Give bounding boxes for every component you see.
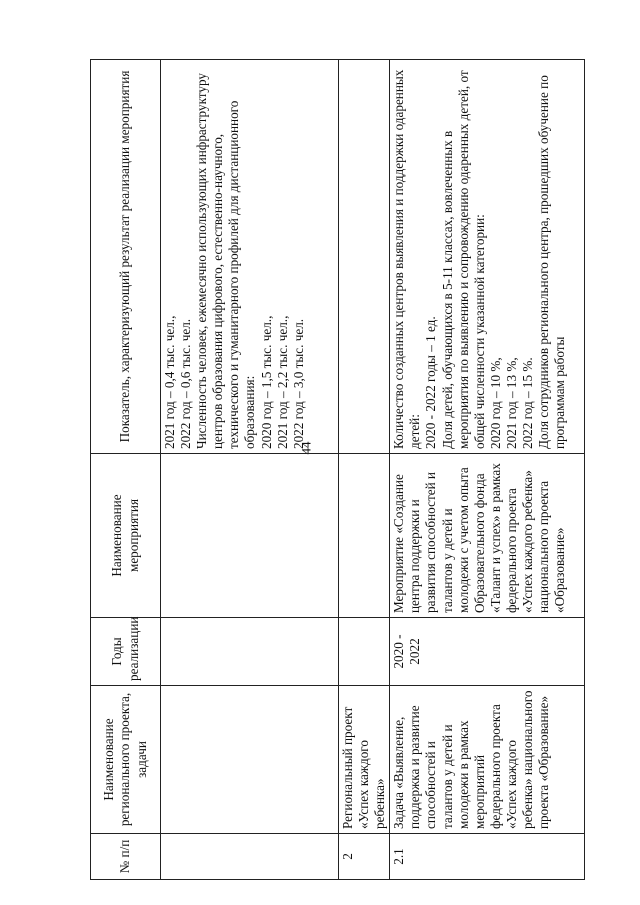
indicator-line: 2020 год – 10 %, [487, 357, 503, 449]
cell-indicator [161, 60, 339, 454]
indicator-line: Доля сотрудников регионального центра, прошедших обучение по программам работы [536, 75, 568, 449]
table-row [390, 60, 585, 880]
table-header-row [91, 60, 161, 880]
cell-project-name: Задача «Выявление, поддержка и развитие способностей и талантов у детей и молодежи в рамках мероприятий федерального проекта «Успех каждого ребенка» национального проекта «Образование» [390, 686, 585, 834]
header-project-name: Наименование регионального проекта, задачи [91, 686, 161, 834]
cell-event [161, 454, 339, 618]
indicator-line: Численность человек, ежемесячно использующих инфраструктуру центров образования цифрового, естественно-научного, технического и гуманитарного профилей для дистанционного образования: [194, 72, 258, 449]
table-row [161, 60, 339, 880]
cell-num [161, 834, 339, 880]
cell-num: 2.1 [390, 834, 585, 880]
header-num: № п/п [91, 834, 161, 880]
cell-years: 2020 - 2022 [390, 618, 585, 686]
cell-indicator [390, 60, 585, 454]
indicator-line: Доля детей, обучающихся в 5-11 классах, вовлеченных в мероприятия по выявлению и сопровождению одаренных детей, от общей численности указанной категории: [439, 70, 487, 449]
cell-indicator [339, 60, 390, 454]
cell-event [339, 454, 390, 618]
cell-years [161, 618, 339, 686]
indicator-line: 2022 год – 3,0 тыс. чел. [290, 318, 306, 449]
header-years: Годы реализации [91, 618, 161, 686]
indicator-line: 2021 год – 2,2 тыс. чел., [274, 315, 290, 449]
indicator-line: Количество созданных центров выявления и поддержки одаренных детей: [391, 69, 423, 449]
header-event: Наименование мероприятия [91, 454, 161, 618]
cell-project-name: Региональный проект «Успех каждого ребенка» [339, 686, 390, 834]
cell-project-name [161, 686, 339, 834]
cell-num: 2 [339, 834, 390, 880]
cell-event: Мероприятие «Создание центра поддержки и развития способностей и талантов у детей и молодежи с учетом опыта Образовательного фонда «Талант и успех» в рамках федерального проекта «Успех каждого ребенка» национального проекта «Образование» [390, 454, 585, 618]
indicator-line: 2021 год – 0,4 тыс. чел., [162, 315, 177, 449]
page-number: 44 [298, 441, 314, 455]
rotated-table-container [90, 60, 580, 880]
indicator-line: 2020 год – 1,5 тыс. чел., [258, 315, 274, 449]
cell-years [339, 618, 390, 686]
indicator-line: 2020 - 2022 годы – 1 ед. [423, 316, 439, 449]
indicator-line: 2021 год – 13 %, [503, 357, 519, 449]
header-indicator: Показатель, характеризующий результат реализации мероприятия [91, 60, 161, 454]
indicator-line: 2022 год – 0,6 тыс. чел. [178, 318, 194, 449]
table-row [339, 60, 390, 880]
program-table [90, 59, 585, 880]
indicator-line: 2022 год – 15 %. [520, 357, 536, 449]
